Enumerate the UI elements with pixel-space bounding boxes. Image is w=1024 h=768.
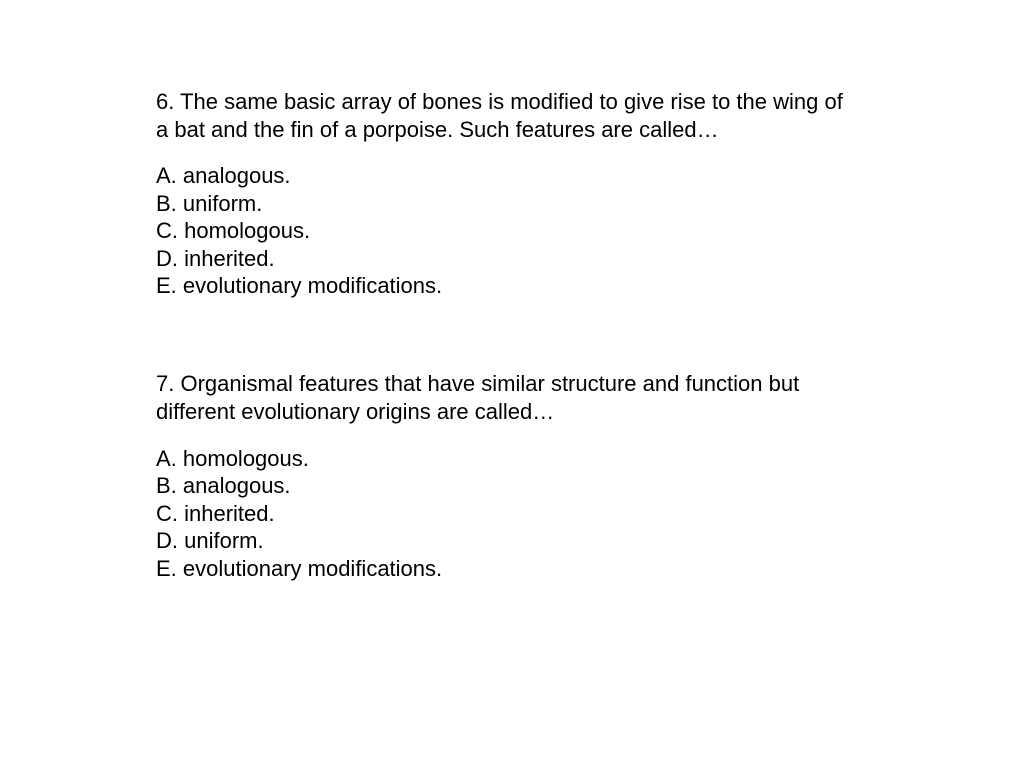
question-6-option-d: D. inherited. bbox=[156, 245, 275, 271]
question-6-options bbox=[156, 162, 856, 300]
question-6-option-c: C. homologous. bbox=[156, 218, 311, 243]
question-6-option-a: A. analogous. bbox=[156, 163, 291, 188]
question-7-text: 7. Organismal features that have similar structure and function but different evolutionary origins are called… bbox=[156, 370, 800, 424]
slide-content bbox=[156, 88, 856, 582]
question-7-option-b: B. analogous. bbox=[156, 473, 291, 498]
question-6-text: 6. The same basic array of bones is modified to give rise to the wing of a bat and the fin of a porpoise. Such features are called… bbox=[156, 89, 843, 142]
question-7-option-e: E. evolutionary modifications. bbox=[156, 555, 443, 581]
question-7-option-d: D. uniform. bbox=[156, 528, 264, 553]
question-7-options bbox=[156, 445, 856, 583]
question-7-option-c: C. inherited. bbox=[156, 500, 275, 526]
question-7-option-a: A. homologous. bbox=[156, 445, 309, 471]
question-6-option-e: E. evolutionary modifications. bbox=[156, 273, 443, 298]
question-6-option-b: B. uniform. bbox=[156, 190, 263, 216]
